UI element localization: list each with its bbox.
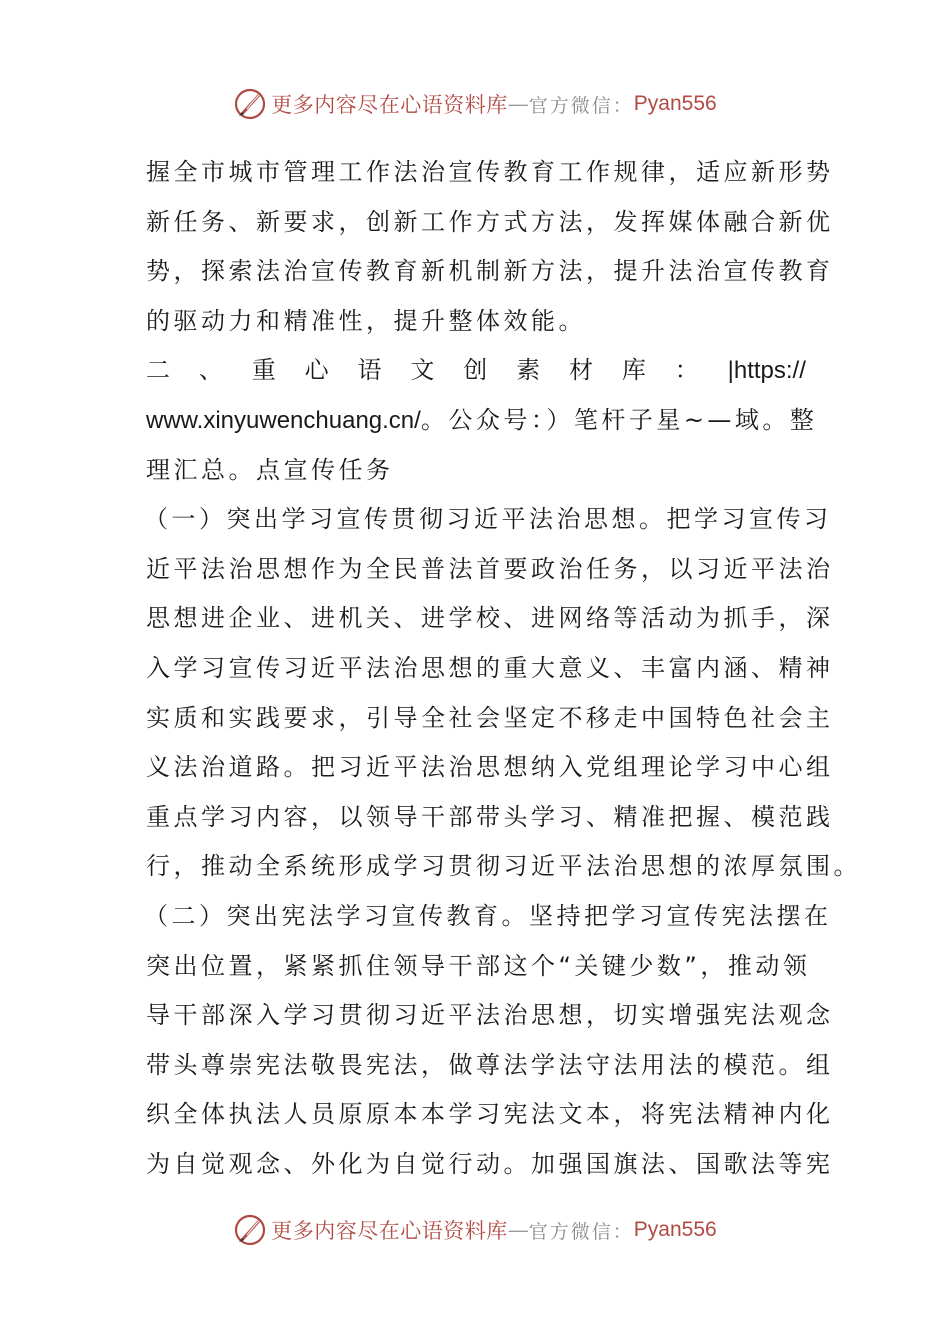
text-line: 势，探索法治宣传教育新机制新方法，提升法治宣传教育 — [146, 257, 834, 286]
header-banner — [0, 84, 950, 124]
heading-char: 创 — [463, 356, 488, 385]
brand-name: 更多内容尽在心语资料库 — [271, 1219, 508, 1243]
brand-name: 更多内容尽在心语资料库 — [271, 93, 508, 117]
text-line: 导干部深入学习贯彻习近平法治思想，切实增强宪法观念 — [146, 1001, 834, 1030]
text-line: 实质和实践要求，引导全社会坚定不移走中国特色社会主 — [146, 703, 834, 732]
text-line: 的驱动力和精准性，提升整体效能。 — [146, 306, 586, 335]
heading-char: 文 — [410, 356, 435, 385]
banner-dash: — — [507, 92, 529, 116]
text-line: 行，推动全系统形成学习贯彻习近平法治思想的浓厚氛围。 — [146, 852, 861, 881]
text-line: （二）突出宪法学习宣传教育。坚持把学习宣传宪法摆在 — [144, 901, 832, 930]
official-wechat-label: 官方微信： — [528, 94, 634, 117]
url-line-rest: 。公众号：）笔杆子星~—域。整 — [420, 405, 818, 434]
official-wechat-label: 官方微信： — [528, 1220, 634, 1243]
text-line: 义法治道路。把习近平法治思想纳入党组理论学习中心组 — [146, 753, 834, 782]
quill-pen-logo-icon — [233, 1213, 267, 1247]
text-line: 重点学习内容，以领导干部带头学习、精准把握、模范践 — [146, 802, 834, 831]
text-line: 带头尊崇宪法敬畏宪法，做尊法学法守法用法的模范。组 — [146, 1050, 834, 1079]
heading-char: 材 — [569, 356, 593, 385]
document-body — [144, 148, 861, 1189]
heading-char: 语 — [357, 356, 382, 385]
text-line: （一）突出学习宣传贯彻习近平法治思想。把学习宣传习 — [144, 505, 832, 534]
text-line: 为自觉观念、外化为自觉行动。加强国旗法、国歌法等宪 — [146, 1149, 834, 1178]
wechat-id: Pyan556 — [633, 92, 717, 115]
heading-char: 、 — [198, 356, 223, 385]
heading-char: 重 — [251, 356, 276, 385]
text-line: 突出位置，紧紧抓住领导干部这个“关键少数”，推动领 — [146, 951, 811, 980]
text-line: 新任务、新要求，创新工作方式方法，发挥媒体融合新优 — [146, 207, 834, 236]
text-line: 握全市城市管理工作法治宣传教育工作规律，适应新形势 — [146, 158, 834, 186]
url-line — [146, 396, 818, 446]
text-line: 织全体执法人员原原本本学习宪法文本，将宪法精神内化 — [146, 1100, 834, 1129]
heading-char: 二 — [146, 356, 170, 385]
text-line: 理汇总。点宣传任务 — [146, 455, 394, 484]
heading-char: 素 — [516, 356, 541, 385]
section-heading — [146, 346, 806, 396]
heading-char: 心 — [304, 356, 329, 385]
website-url: www.xinyuwenchuang.cn/ — [146, 406, 421, 434]
quill-pen-logo-icon — [233, 87, 267, 121]
text-line: 思想进企业、进机关、进学校、进网络等活动为抓手，深 — [146, 604, 834, 633]
banner-dash: — — [507, 1218, 529, 1242]
heading-url: |https:// — [727, 357, 806, 385]
heading-char: ： — [674, 356, 699, 385]
text-line: 入学习宣传习近平法治思想的重大意义、丰富内涵、精神 — [146, 653, 834, 682]
heading-char: 库 — [621, 356, 646, 385]
wechat-id: Pyan556 — [633, 1218, 717, 1241]
footer-banner — [0, 1210, 950, 1250]
text-line: 近平法治思想作为全民普法首要政治任务，以习近平法治 — [146, 554, 834, 583]
